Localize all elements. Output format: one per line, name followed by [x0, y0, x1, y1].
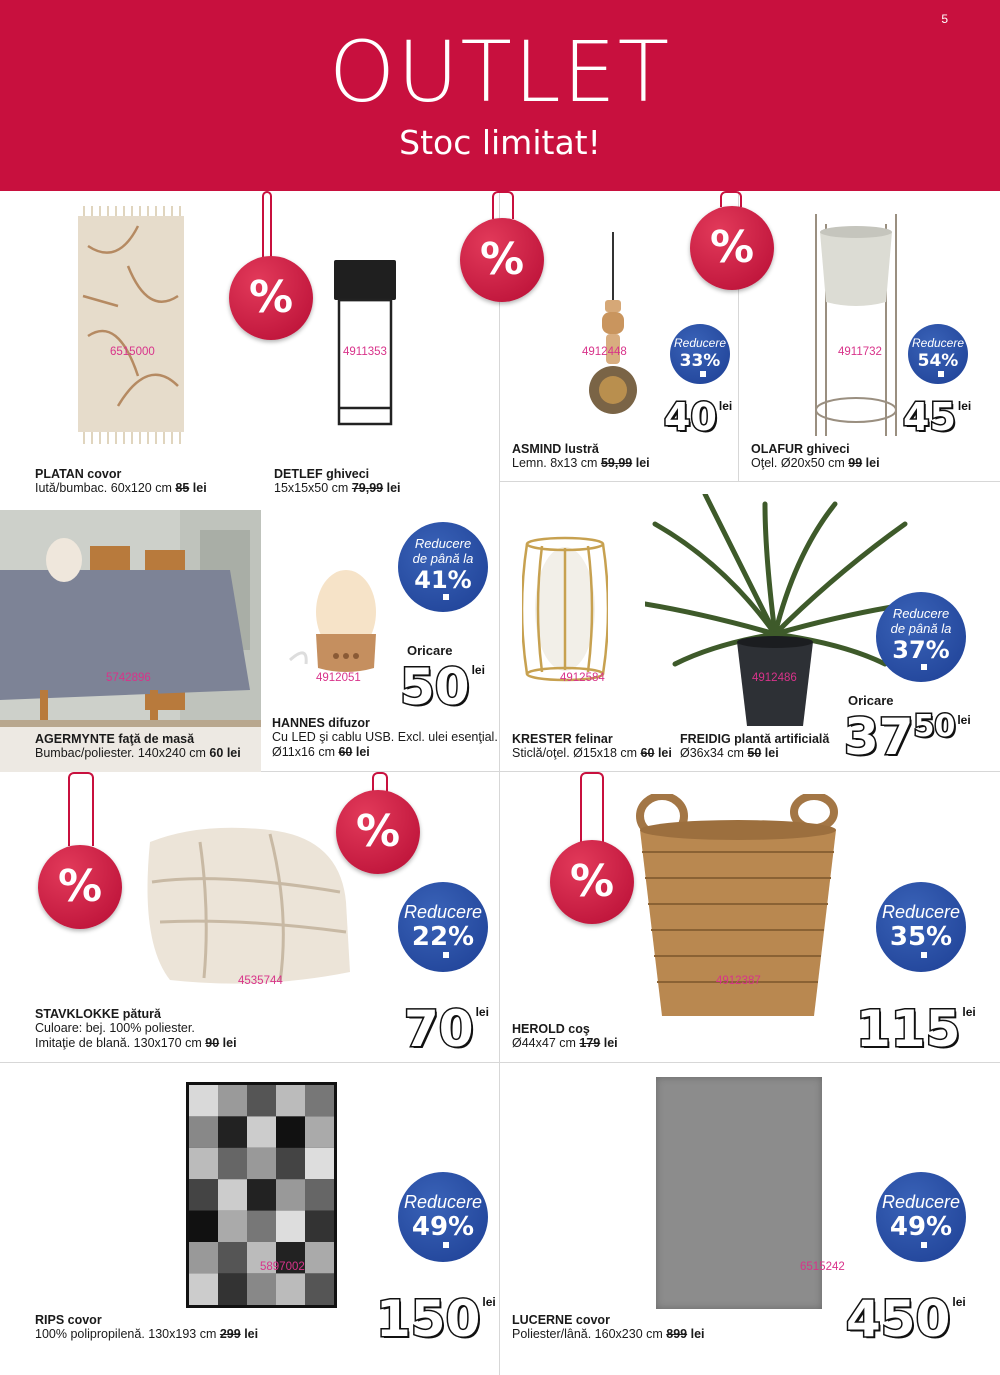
product-desc: Culoare: bej. 100% poliester. [35, 1021, 195, 1035]
divider-vertical [499, 191, 500, 1375]
product-price: 150 $^{lei}$ [376, 1290, 496, 1348]
rips-checkered-rug-image [186, 1082, 337, 1308]
product-title: FREIDIG plantă artificială [680, 732, 830, 746]
product-code: 6515000 [110, 346, 155, 358]
rips-info [35, 1313, 258, 1342]
product-desc: 15x15x50 cm 79,99 lei [274, 481, 401, 495]
product-code: 4535744 [238, 975, 283, 987]
tag-string [68, 772, 94, 846]
product-title: DETLEF ghiveci [274, 467, 370, 481]
product-desc: Ø11x16 cm 60 lei [272, 745, 370, 759]
product-title: PLATAN covor [35, 467, 122, 481]
detlef-info [274, 467, 401, 496]
lucerne-grey-rug-image [656, 1077, 822, 1309]
product-code: 4912051 [316, 672, 361, 684]
agermynte-info [35, 732, 241, 761]
discount-bubble: Reducere 22% [398, 882, 488, 972]
discount-percent-tag: % [690, 206, 774, 290]
discount-percent-tag: % [38, 845, 122, 929]
product-desc: Poliester/lână. 160x230 cm 899 lei [512, 1327, 705, 1341]
stavklokke-info [35, 1007, 237, 1051]
tag-string [372, 772, 388, 792]
platan-rug-image [78, 206, 184, 444]
hannes-info [272, 716, 498, 760]
lucerne-info [512, 1313, 705, 1342]
product-desc: Imitaţie de blană. 130x170 cm 90 lei [35, 1036, 237, 1050]
herold-info [512, 1022, 618, 1051]
product-desc: Ø36x34 cm 50 lei [680, 746, 779, 760]
product-desc: 100% polipropilenă. 130x193 cm 299 lei [35, 1327, 259, 1341]
discount-bubble: Reducere 33% [670, 324, 730, 384]
tag-string [262, 191, 272, 257]
page-number: 5 [941, 12, 948, 26]
discount-percent-tag: % [550, 840, 634, 924]
product-title: KRESTER felinar [512, 732, 613, 746]
any-label: Oricare [407, 643, 453, 658]
krester-info [512, 732, 672, 761]
product-desc: Ø44x47 cm 179 lei [512, 1036, 618, 1050]
product-code: 6515242 [800, 1261, 845, 1273]
product-code: 4911353 [343, 346, 387, 358]
product-code: 4912584 [560, 672, 605, 684]
product-title: HEROLD coş [512, 1022, 590, 1036]
discount-bubble: Reducere 49% [876, 1172, 966, 1262]
product-title: OLAFUR ghiveci [751, 442, 850, 456]
olafur-info [751, 442, 880, 471]
product-code: 4912486 [752, 672, 797, 684]
product-price: 45 $^{lei}$ [903, 395, 972, 439]
any-label: Oricare [848, 693, 894, 708]
hannes-diffuser-image [288, 564, 384, 684]
asmind-pendant-lamp-image [588, 232, 638, 418]
product-desc: Cu LED şi cablu USB. Excl. ulei esenţial. [272, 730, 498, 744]
product-title: HANNES difuzor [272, 716, 370, 730]
product-desc: Iută/bumbac. 60x120 cm 85 lei [35, 481, 207, 495]
product-price: 70 $^{lei}$ [404, 1000, 489, 1058]
discount-bubble: Reducere de până la 41% [398, 522, 488, 612]
discount-percent-tag: % [336, 790, 420, 874]
divider-horizontal [500, 481, 1000, 482]
discount-bubble: Reducere 35% [876, 882, 966, 972]
discount-bubble: Reducere 49% [398, 1172, 488, 1262]
freidig-info [680, 732, 829, 761]
discount-bubble: Reducere 54% [908, 324, 968, 384]
product-code: 4911732 [838, 346, 882, 358]
product-title: ASMIND lustră [512, 442, 599, 456]
product-code: 5742896 [106, 672, 151, 684]
krester-lantern-image [522, 534, 608, 684]
product-price: 50 $^{lei}$ [400, 658, 485, 716]
platan-info [35, 467, 207, 496]
product-price: 450 $^{lei}$ [846, 1290, 966, 1348]
tag-string [580, 772, 604, 842]
detlef-plant-stand-image [333, 258, 397, 428]
product-code: 5897002 [260, 1261, 305, 1273]
tag-string [720, 191, 742, 207]
product-desc: Sticlă/oţel. Ø15x18 cm 60 lei [512, 746, 672, 760]
product-desc: Oţel. Ø20x50 cm 99 lei [751, 456, 880, 470]
stavklokke-blanket-image [140, 822, 354, 988]
discount-percent-tag: % [460, 218, 544, 302]
asmind-info [512, 442, 650, 471]
product-code: 4912448 [582, 346, 627, 358]
product-desc: Lemn. 8x13 cm 59,99 lei [512, 456, 650, 470]
product-desc: Bumbac/poliester. 140x240 cm 60 lei [35, 746, 241, 760]
product-title: AGERMYNTE faţă de masă [35, 732, 195, 746]
product-title: STAVKLOKKE pătură [35, 1007, 161, 1021]
outlet-header [0, 0, 1000, 191]
discount-bubble: Reducere de până la 37% [876, 592, 966, 682]
discount-percent-tag: % [229, 256, 313, 340]
tag-string [492, 191, 514, 219]
product-code: 4912387 [716, 975, 761, 987]
header-title: OUTLET [328, 23, 672, 121]
product-price: $37^{50}$ $^{lei}$ [844, 708, 971, 766]
freidig-artificial-plant-image [645, 494, 915, 726]
divider-horizontal [0, 1062, 1000, 1063]
product-title: RIPS covor [35, 1313, 102, 1327]
product-price: 115 $^{lei}$ [856, 1000, 976, 1058]
olafur-planter-image [812, 210, 900, 436]
product-price: 40 $^{lei}$ [664, 395, 733, 439]
header-subtitle: Stoc limitat! [399, 123, 601, 162]
product-title: LUCERNE covor [512, 1313, 610, 1327]
